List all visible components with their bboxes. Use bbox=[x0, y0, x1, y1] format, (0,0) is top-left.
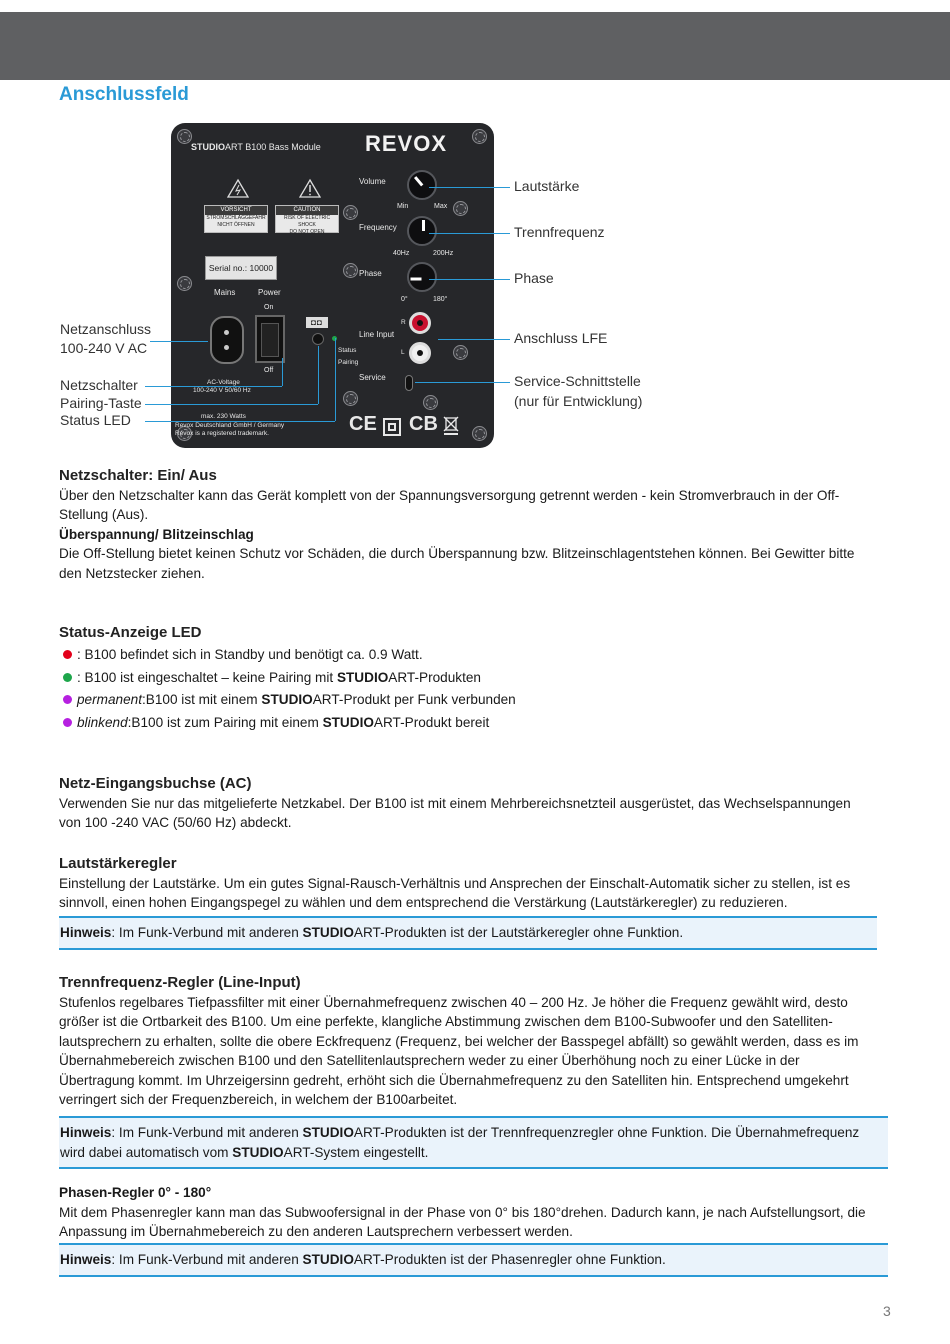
screw-icon bbox=[343, 205, 358, 220]
brand-logo: REVOX bbox=[365, 131, 448, 156]
volume-hint: Hinweis: Im Funk-Verbund mit anderen STUDIOART-Produkten ist der Lautstärkeregler ohne Funktion. bbox=[59, 916, 877, 950]
netzschalter-title: Netzschalter: Ein/ Aus bbox=[59, 467, 217, 484]
mains-label: Mains bbox=[214, 288, 236, 297]
screw-icon bbox=[423, 395, 438, 410]
netz-section bbox=[59, 774, 889, 833]
netz-title: Netz-Eingangsbuchse (AC) bbox=[59, 775, 252, 792]
rca-right-jack[interactable] bbox=[409, 312, 431, 334]
callout-netzanschluss-2: 100-240 V AC bbox=[60, 340, 148, 356]
led-dot-icon bbox=[63, 695, 72, 704]
screw-icon bbox=[453, 201, 468, 216]
freq-40-label: 40Hz bbox=[393, 250, 410, 257]
phase-line1: Mit dem Phasenregler kann man das Subwoofersignal in der Phase von 0° bis 180°drehen. Dadurch kann, je nach Aufstellungsort, die bbox=[59, 1204, 866, 1220]
screw-icon bbox=[177, 129, 192, 144]
phase-title: Phasen-Regler 0° - 180° bbox=[59, 1185, 212, 1200]
rear-panel bbox=[171, 123, 494, 448]
phase-knob[interactable] bbox=[407, 262, 437, 292]
pairing-symbols: ◘◘ bbox=[306, 317, 328, 328]
led-dot-icon bbox=[63, 718, 72, 727]
volume-line2: sinnvoll, einen hohen Eingangspegel zu wählen und dem entsprechend die Verstärkung (Lautstärkeregler) zu reduzieren. bbox=[59, 895, 788, 910]
netzschalter-line3: Die Off-Stellung bietet keinen Schutz vor Schäden, die durch Überspannung bzw. Blitzeinschlagentstehen können. Bei Gewitter bitte bbox=[59, 546, 855, 561]
crossover-line3: lautsprechern zu erhalten, sollte die obere Eckfrequenz (Frequenz, bei welcher der Basspegel abfällt) so gewählt werden, dass es im bbox=[59, 1033, 859, 1049]
callout-lautstaerke: Lautstärke bbox=[514, 178, 580, 194]
volume-title: Lautstärkeregler bbox=[59, 855, 177, 872]
crossover-title: Trennfrequenz-Regler (Line-Input) bbox=[59, 974, 301, 991]
screw-icon bbox=[453, 345, 468, 360]
callout-service-1: Service-Schnittstelle bbox=[514, 373, 641, 389]
leader-line bbox=[438, 339, 510, 340]
trademark-label: Revox is a registered trademark. bbox=[175, 430, 269, 437]
netzschalter-line1: Über den Netzschalter kann das Gerät komplett von der Spannungsversorgung getrennt werden - kein Stromverbrauch in der Off- bbox=[59, 487, 840, 503]
leader-line bbox=[145, 421, 335, 422]
callout-anschluss-lfe: Anschluss LFE bbox=[514, 330, 608, 346]
service-port[interactable] bbox=[405, 375, 413, 391]
crossover-line6: verringert sich der Frequenzbereich, in welchem der B100arbeitet. bbox=[59, 1092, 458, 1107]
line-input-label: Line Input bbox=[359, 330, 395, 339]
mains-socket[interactable] bbox=[210, 316, 244, 364]
caution-label: CAUTION RISK OF ELECTRIC SHOCK DO NOT OPEN bbox=[275, 205, 339, 233]
netzschalter-line4: den Netzstecker ziehen. bbox=[59, 565, 205, 581]
leader-line bbox=[335, 338, 336, 421]
freq-200-label: 200Hz bbox=[433, 250, 454, 257]
callout-netzschalter: Netzschalter bbox=[60, 377, 138, 393]
led-dot-icon bbox=[63, 650, 72, 659]
crossover-hint: Hinweis: Im Funk-Verbund mit anderen STUDIOART-Produkten ist der Trennfrequenzregler ohne Funktion. Die Übernahmefrequenz wird dabei automatisch vom STUDIOART-System eingestellt. bbox=[59, 1116, 888, 1169]
volume-max-label: Max bbox=[434, 203, 448, 210]
rca-left-jack[interactable] bbox=[409, 342, 431, 364]
netzschalter-line2: Stellung (Aus). bbox=[59, 507, 149, 522]
frequency-label: Frequency bbox=[359, 223, 397, 232]
netz-line2: von 100 -240 VAC (50/60 Hz) abdeckt. bbox=[59, 815, 292, 830]
leader-line bbox=[429, 279, 510, 280]
serial-label: Serial no.: 10000 bbox=[205, 256, 277, 280]
warning-exclamation-icon bbox=[299, 178, 321, 198]
leader-line bbox=[318, 346, 319, 404]
volume-knob[interactable] bbox=[407, 170, 437, 200]
page-number: 3 bbox=[883, 1303, 891, 1319]
screw-icon bbox=[177, 276, 192, 291]
callout-status-led: Status LED bbox=[60, 412, 131, 428]
header-bar bbox=[0, 12, 950, 80]
phase-180-label: 180° bbox=[433, 296, 448, 303]
connection-panel-figure bbox=[55, 118, 675, 453]
screw-icon bbox=[472, 426, 487, 441]
phase-0-label: 0° bbox=[401, 296, 408, 303]
leader-line bbox=[150, 341, 208, 342]
phase-section bbox=[59, 1183, 889, 1242]
status-item: : B100 ist eingeschaltet – keine Pairing mit STUDIO ART-Produkten bbox=[59, 666, 889, 689]
status-item: permanent :B100 ist mit einem STUDIO ART-Produkt per Funk verbunden bbox=[59, 689, 889, 712]
leader-line bbox=[415, 382, 510, 383]
crossover-line4: Übernahmebereich zwischen B100 und den Satellitenlautsprechern weder zu einer Überhöhung noch zu einer Lücke in der bbox=[59, 1053, 800, 1068]
volume-label: Volume bbox=[359, 177, 386, 186]
ac-range-label: 100-240 V 50/60 Hz bbox=[193, 387, 251, 394]
volume-section bbox=[59, 854, 889, 913]
callout-phase: Phase bbox=[514, 270, 554, 286]
netzschalter-section bbox=[59, 466, 889, 583]
crossover-line1: Stufenlos regelbares Tiefpassfilter mit einer Übernahmefrequenz zwischen 40 – 200 Hz. Je höher die Frequenz gewählt wird, desto bbox=[59, 994, 848, 1010]
status-list bbox=[59, 644, 889, 734]
pairing-panel-label: Pairing bbox=[338, 359, 359, 366]
power-switch[interactable] bbox=[255, 315, 285, 363]
crossover-section bbox=[59, 973, 889, 1110]
rca-r-label: R bbox=[401, 319, 406, 326]
crossover-line2: größer ist die Ortbarkeit des B100. Um eine perfekte, klangliche Abstimmung zwischen dem B100-Subwoofer und den Satelliten- bbox=[59, 1014, 833, 1029]
screw-icon bbox=[343, 263, 358, 278]
netz-line1: Verwenden Sie nur das mitgelieferte Netzkabel. Der B100 ist mit einem Mehrbereichsnetzteil ausgerüstet, das Wechselspannungen bbox=[59, 795, 851, 811]
status-title: Status-Anzeige LED bbox=[59, 624, 202, 641]
ueberspannung-subtitle: Überspannung/ Blitzeinschlag bbox=[59, 526, 254, 542]
leader-line bbox=[145, 404, 318, 405]
pairing-button[interactable] bbox=[312, 333, 324, 345]
volume-min-label: Min bbox=[397, 203, 409, 210]
warning-lightning-icon bbox=[227, 178, 249, 198]
on-label: On bbox=[264, 304, 274, 311]
ac-voltage-label: AC-Voltage bbox=[207, 379, 240, 386]
weee-bin-icon bbox=[443, 414, 459, 436]
callout-service-2: (nur für Entwicklung) bbox=[514, 393, 643, 409]
status-section bbox=[59, 623, 889, 734]
max-watts-label: max. 230 Watts bbox=[201, 413, 246, 420]
status-panel-label: Status bbox=[338, 347, 357, 354]
screw-icon bbox=[472, 129, 487, 144]
status-item: : B100 befindet sich in Standby und benötigt ca. 0.9 Watt. bbox=[59, 644, 889, 667]
leader-line bbox=[429, 187, 510, 188]
service-label: Service bbox=[359, 373, 386, 382]
rca-l-label: L bbox=[401, 349, 405, 356]
callout-netzanschluss-1: Netzanschluss bbox=[60, 321, 152, 337]
frequency-knob[interactable] bbox=[407, 216, 437, 246]
cb-mark-icon: CB bbox=[409, 413, 438, 435]
leader-line bbox=[429, 233, 510, 234]
phase-hint: Hinweis: Im Funk-Verbund mit anderen STUDIOART-Produkten ist der Phasenregler ohne Funktion. bbox=[59, 1243, 888, 1277]
callout-pairing: Pairing-Taste bbox=[60, 395, 142, 411]
double-insulation-icon bbox=[383, 418, 401, 436]
callout-trennfrequenz: Trennfrequenz bbox=[514, 224, 605, 240]
led-dot-icon bbox=[63, 673, 72, 682]
screw-icon bbox=[343, 391, 358, 406]
vorsicht-label: VORSICHT STROMSCHLAGGEFAHR NICHT ÖFFNEN bbox=[204, 205, 268, 233]
off-label: Off bbox=[264, 367, 274, 374]
volume-line1: Einstellung der Lautstärke. Um ein gutes Signal-Rausch-Verhältnis und Ansprechen der Einschalt-Automatik sicher zu stellen, ist es bbox=[59, 875, 851, 891]
ce-mark-icon: CE bbox=[349, 413, 377, 435]
model-label: STUDIOART B100 Bass Module bbox=[191, 142, 321, 152]
phase-label: Phase bbox=[359, 269, 382, 278]
leader-line bbox=[282, 358, 283, 386]
revox-de-label: Revox Deutschland GmbH / Germany bbox=[175, 422, 285, 429]
power-label: Power bbox=[258, 288, 281, 297]
section-title: Anschlussfeld bbox=[59, 84, 189, 105]
leader-line bbox=[145, 386, 282, 387]
status-item: blinkend :B100 ist zum Pairing mit einem STUDIO ART-Produkt bereit bbox=[59, 711, 889, 734]
crossover-line5: Übertragung kommt. Im Uhrzeigersinn gedreht, erhöht sich die Übernahmefrequenz zu den Satelliten hin. Entsprechend umgekehrt bbox=[59, 1072, 849, 1088]
phase-line2: Anpassung im Übernahmebereich zu den anderen Lautsprechern verbessert werden. bbox=[59, 1224, 573, 1239]
